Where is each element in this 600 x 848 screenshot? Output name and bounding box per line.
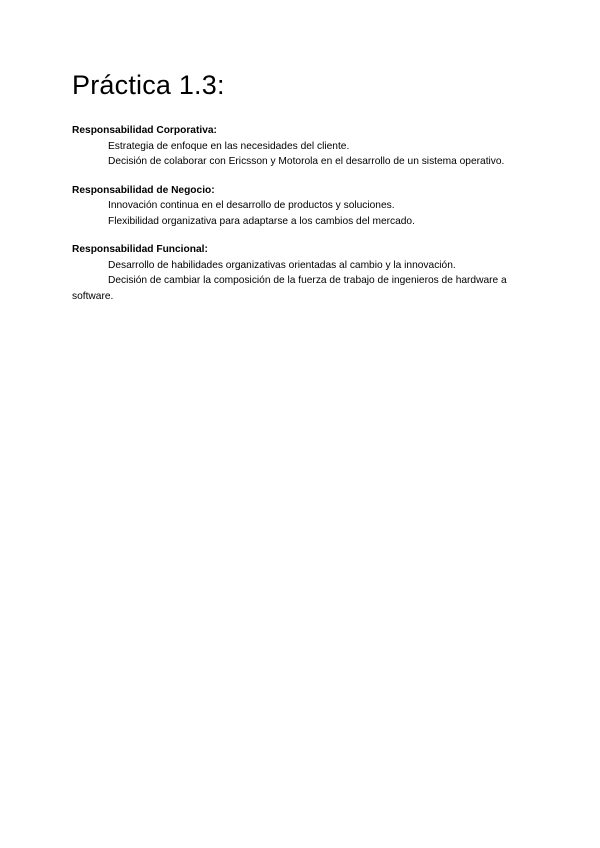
section-heading: Responsabilidad Funcional:: [72, 244, 208, 255]
section-paragraph: Decisión de colaborar con Ericsson y Motorola en el desarrollo de un sistema operativo.: [108, 156, 505, 167]
sections-container: [72, 124, 512, 318]
section-paragraph: Innovación continua en el desarrollo de productos y soluciones.: [108, 200, 395, 211]
section-paragraph: Flexibilidad organizativa para adaptarse a los cambios del mercado.: [108, 215, 415, 227]
page-title: Práctica 1.3:: [72, 70, 225, 100]
section-funcional: [72, 243, 512, 304]
section-corporativa: [72, 124, 512, 170]
section-negocio: [72, 184, 512, 230]
section-paragraph: Desarrollo de habilidades organizativas orientadas al cambio y la innovación.: [108, 259, 456, 271]
section-paragraph: Estrategia de enfoque en las necesidades del cliente.: [108, 140, 350, 152]
section-heading: Responsabilidad Corporativa:: [72, 125, 217, 136]
section-heading: Responsabilidad de Negocio:: [72, 184, 215, 196]
section-paragraph: Decisión de cambiar la composición de la fuerza de trabajo de ingenieros de hardware a software.: [72, 275, 507, 302]
